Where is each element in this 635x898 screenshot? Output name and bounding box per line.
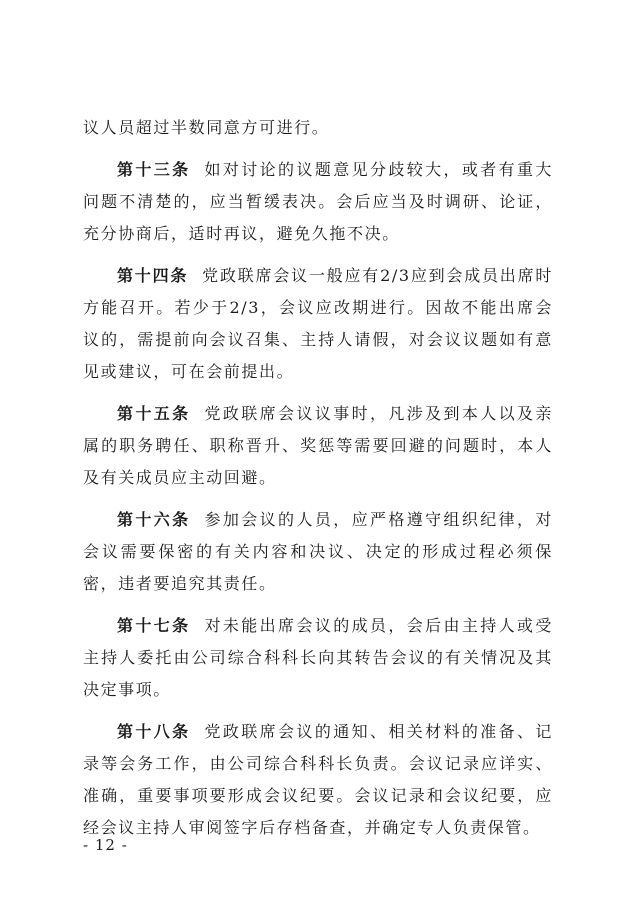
article-text: 党政联席会议议事时，凡涉及到本人以及亲属的职务聘任、职称晋升、奖惩等需要回避的问题时，本人及有关成员应主动回避。 (83, 404, 553, 487)
article-13 (83, 154, 553, 250)
article-label: 第十三条 (117, 160, 191, 179)
article-text: 对未能出席会议的成员，会后由主持人或受主持人委托由公司综合科科长向其转告会议的有关情况及其决定事项。 (83, 616, 553, 699)
article-label: 第十五条 (117, 404, 191, 423)
article-label: 第十八条 (117, 722, 191, 741)
article-17 (83, 610, 553, 706)
article-label: 第十六条 (117, 510, 191, 529)
article-text: 党政联席会议的通知、相关材料的准备、记录等会务工作，由公司综合科科长负责。会议记录应详实、准确，重要事项要形成会议纪要。会议记录和会议纪要，应经会议主持人审阅签字后存档备查，并确定专人负责保管。 (83, 722, 553, 837)
page-number: - 12 - (83, 836, 128, 854)
article-label: 第十七条 (117, 616, 191, 635)
document-body (83, 112, 553, 844)
article-label: 第十四条 (117, 266, 189, 285)
article-15 (83, 398, 553, 494)
lead-paragraph: 议人员超过半数同意方可进行。 (83, 118, 330, 137)
article-16 (83, 504, 553, 600)
article-text: 党政联席会议一般应有2/3应到会成员出席时方能召开。若少于2/3，会议应改期进行。因故不能出席会议的，需提前向会议召集、主持人请假，对会议议题如有意见或建议，可在会前提出。 (83, 266, 553, 381)
article-text: 参加会议的人员，应严格遵守组织纪律，对会议需要保密的有关内容和决议、决定的形成过程必须保密，违者要追究其责任。 (83, 510, 553, 593)
article-text: 如对讨论的议题意见分歧较大，或者有重大问题不清楚的，应当暂缓表决。会后应当及时调研、论证，充分协商后，适时再议，避免久拖不决。 (83, 160, 553, 243)
article-18 (83, 716, 553, 844)
article-14 (83, 260, 553, 388)
